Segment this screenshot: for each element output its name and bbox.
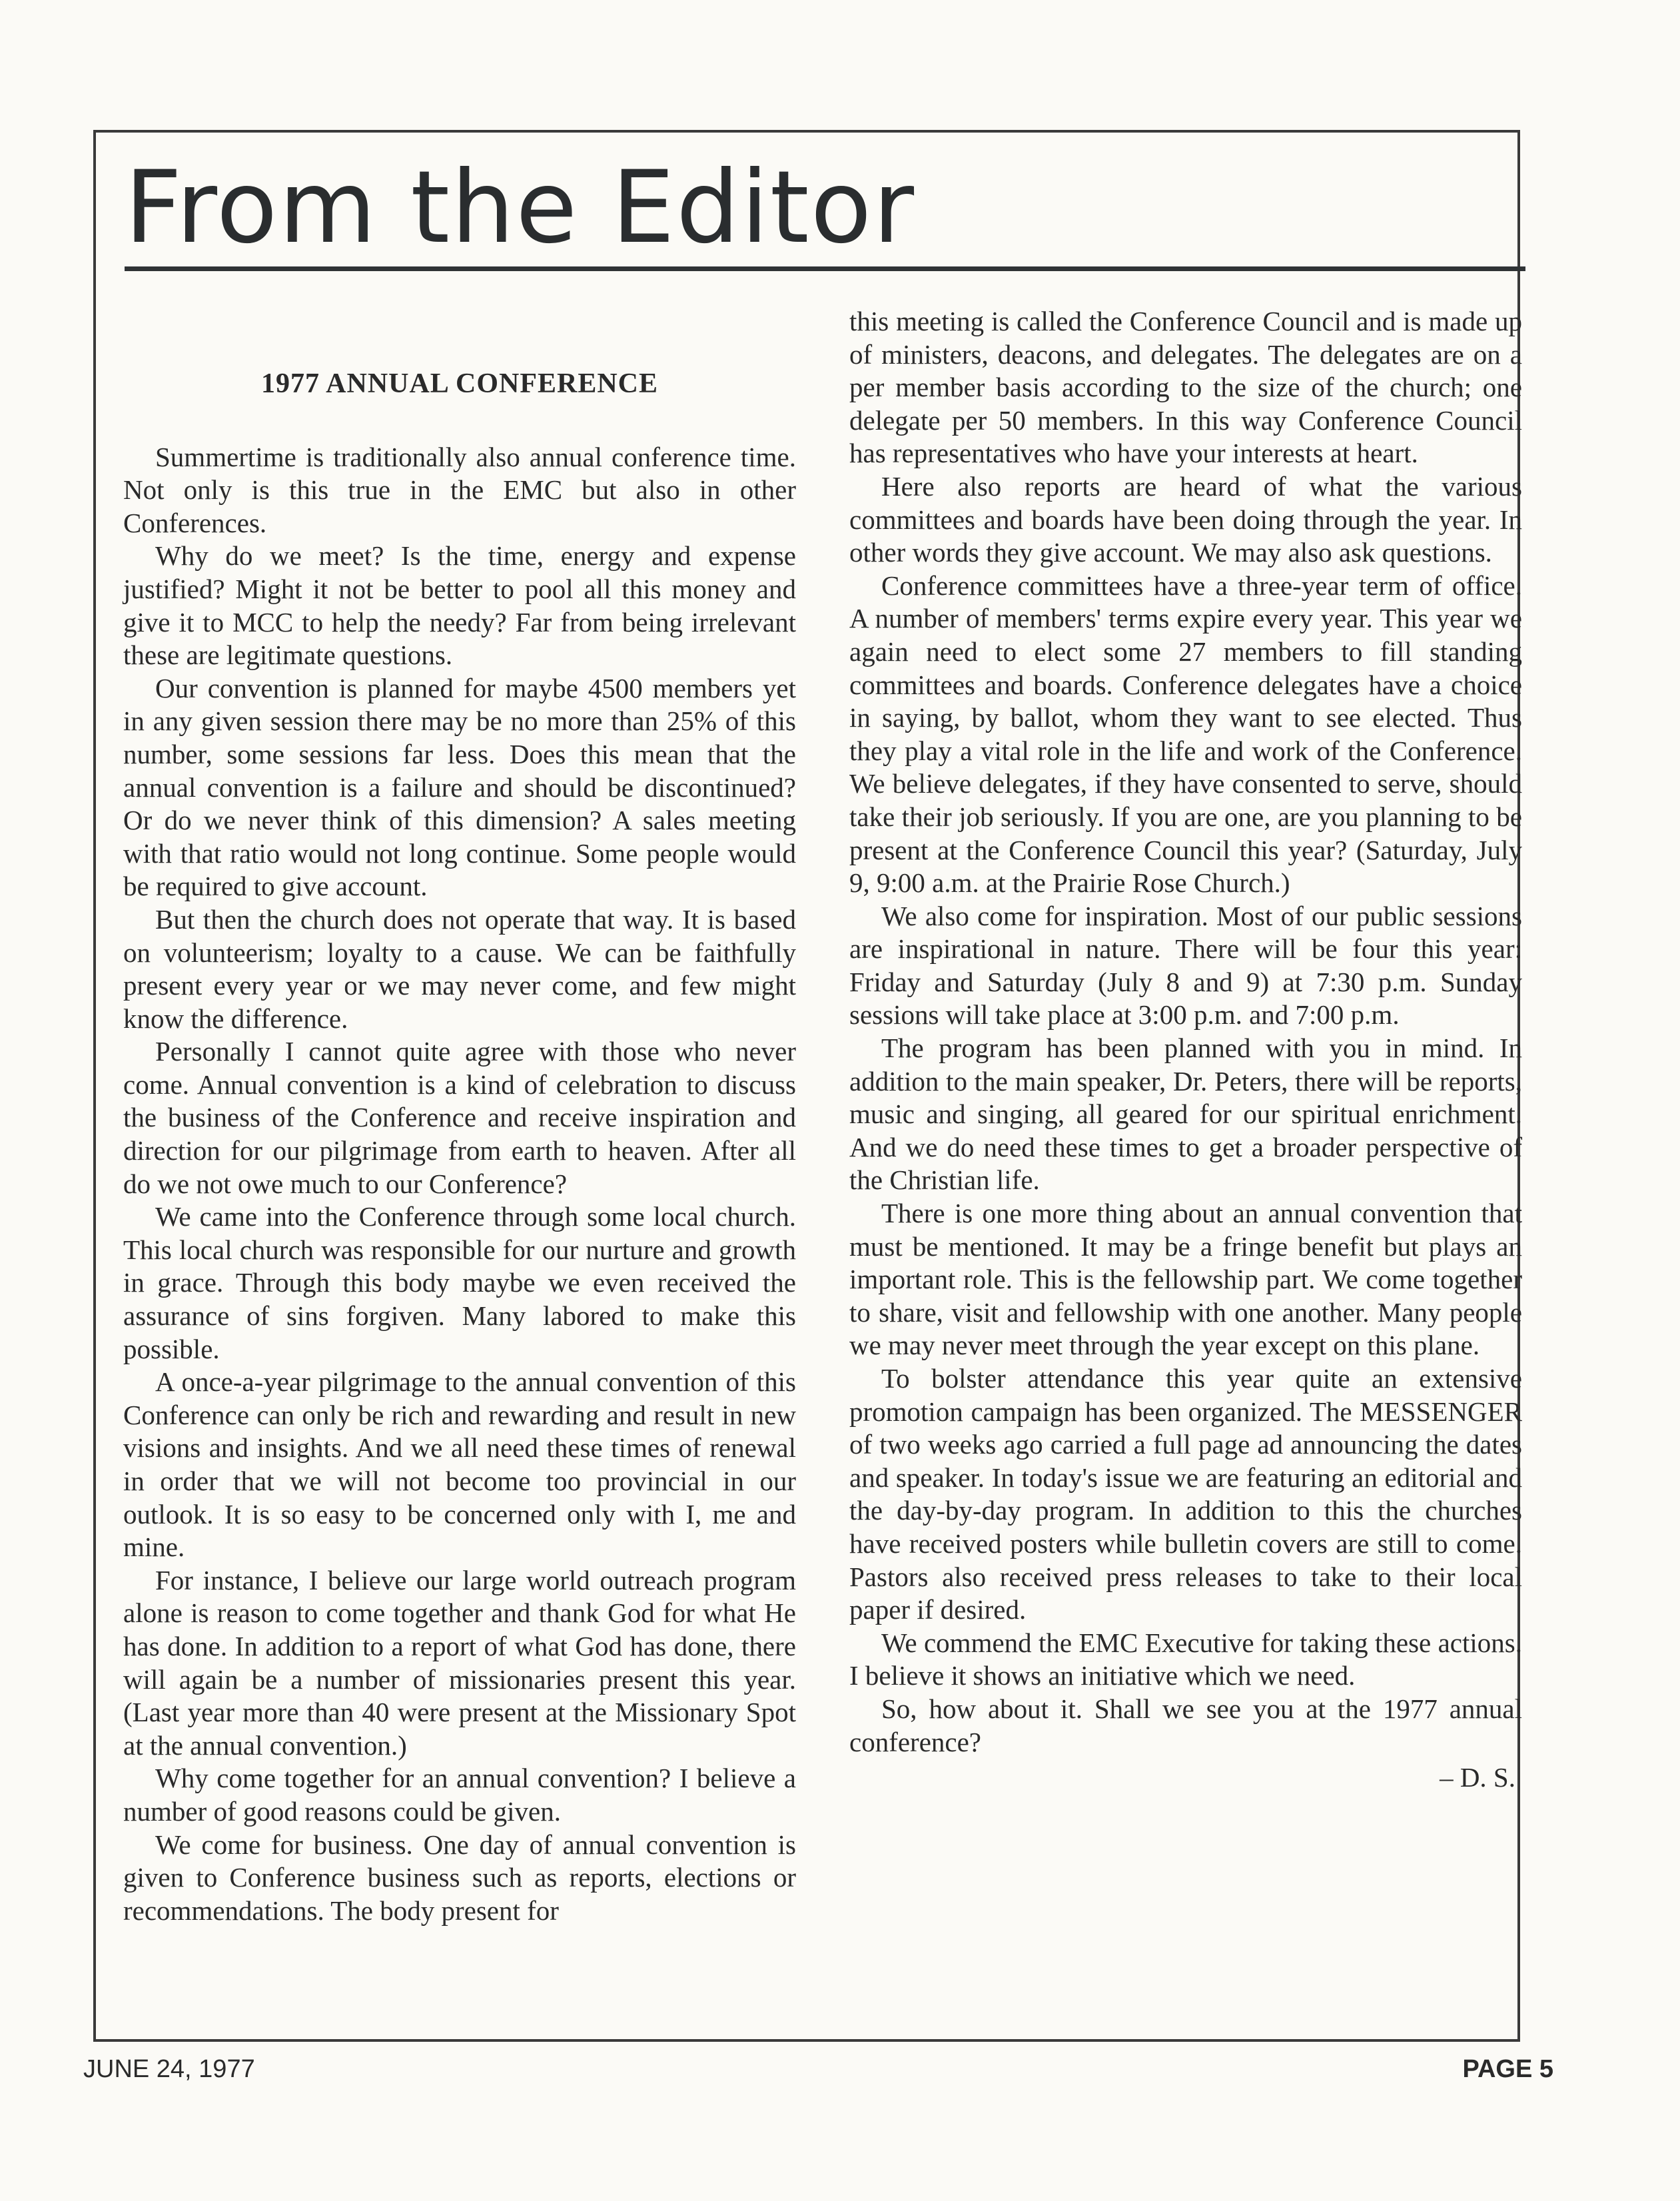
paragraph: Here also reports are heard of what the various committees and boards have been doing through the year. In other words they give account. We may also ask questions. [849,470,1522,568]
paragraph: Conference committees have a three-year term of office. A number of members' terms expire every year. This year we again need to elect some 27 members to fill standing committees and boards. Conference delegates have a choice in saying, by ballot, whom they want to see elected. Thus they play a vital role in the life and work of the Conference. We believe delegates, if they have consented to serve, should take their job seriously. If you are one, are you planning to be present at the Conference Council this year? (Saturday, July 9, 9:00 a.m. at the Prairie Rose Church.) [849,570,1522,899]
paragraph: We commend the EMC Executive for taking these actions. I believe it shows an initiative which we need. [849,1627,1522,1691]
paragraph: There is one more thing about an annual convention that must be mentioned. It may be a fringe benefit but plays an important role. This is the fellowship part. We come together to share, visit and fellowship with one another. Many people we may never meet through the year except on this plane. [849,1198,1522,1361]
article-heading: 1977 ANNUAL CONFERENCE [260,368,659,399]
paragraph: So, how about it. Shall we see you at the 1977 annual conference? [849,1693,1522,1757]
page-title: From the Editor [125,150,916,266]
signature: – D. S. [1440,1762,1515,1793]
paragraph: Our convention is planned for maybe 4500 members yet in any given session there may be no more than 25% of this number, some sessions far less. Does this mean that the annual convention is a failure and should be discontinued? Or do we never think of this dimension? A sales meeting with that ratio would not long continue. Some people would be required to give account. [123,672,796,902]
paragraph: Why do we meet? Is the time, energy and expense justified? Might it not be better to pool all this money and give it to MCC to help the needy? Far from being irrelevant these are legitimate questions. [123,540,796,671]
paragraph: Personally I cannot quite agree with those who never come. Annual convention is a kind of celebration to discuss the business of the Conference and receive inspiration and direction for our pilgrimage from earth to heaven. After all do we not owe much to our Conference? [123,1036,796,1199]
paragraph: The program has been planned with you in mind. In addition to the main speaker, Dr. Peters, there will be reports, music and singing, all geared for our spiritual enrichment. And we do need these times to get a broader perspective of the Christian life. [849,1033,1522,1196]
paragraph: We come for business. One day of annual convention is given to Conference business such as reports, elections or recommendations. The body present for [123,1829,796,1926]
paragraph: We came into the Conference through some local church. This local church was responsible for our nurture and growth in grace. Through this body maybe we even received the assurance of sins forgiven. Many labored to make this possible. [123,1201,796,1364]
paragraph: A once-a-year pilgrimage to the annual convention of this Conference can only be rich and rewarding and result in new visions and insights. And we all need these times of renewal in order that we will not become too provincial in our outlook. It is so easy to be concerned only with I, me and mine. [123,1366,796,1563]
right-column [849,305,1522,1795]
paragraph: this meeting is called the Conference Council and is made up of ministers, deacons, and delegates. The delegates are on a per member basis according to the size of the church; one delegate per 50 members. In this way Conference Council has representatives who have your interests at heart. [849,306,1522,469]
paragraph: For instance, I believe our large world outreach program alone is reason to come together and thank God for what He has done. In addition to a report of what God has done, there will again be a number of missionaries present this year. (Last year more than 40 were present at the Missionary Spot at the annual convention.) [123,1564,796,1761]
paragraph: To bolster attendance this year quite an extensive promotion campaign has been organized. The MESSENGER of two weeks ago carried a full page ad announcing the dates and speaker. In today's issue we are featuring an editorial and the day-by-day program. In addition to this the churches have received posters while bulletin covers are still to come. Pastors also received press releases to take to their local paper if desired. [849,1363,1522,1625]
paragraph: Summertime is traditionally also annual conference time. Not only is this true in the EMC but also in other Conferences. [123,441,796,538]
page-number: PAGE 5 [1462,2055,1553,2083]
paragraph: But then the church does not operate that way. It is based on volunteerism; loyalty to a cause. We can be faithfully present every year or we may never come, and few might know the difference. [123,903,796,1034]
title-rule [125,266,1525,271]
paragraph: We also come for inspiration. Most of our public sessions are inspirational in nature. There will be four this year: Friday and Saturday (July 8 and 9) at 7:30 p.m. Sunday sessions will take place at 3:00 p.m. and 7:00 p.m. [849,900,1522,1031]
paragraph: Why come together for an annual convention? I believe a number of good reasons could be given. [123,1763,796,1827]
issue-date: JUNE 24, 1977 [83,2055,255,2083]
left-column [123,333,796,1927]
